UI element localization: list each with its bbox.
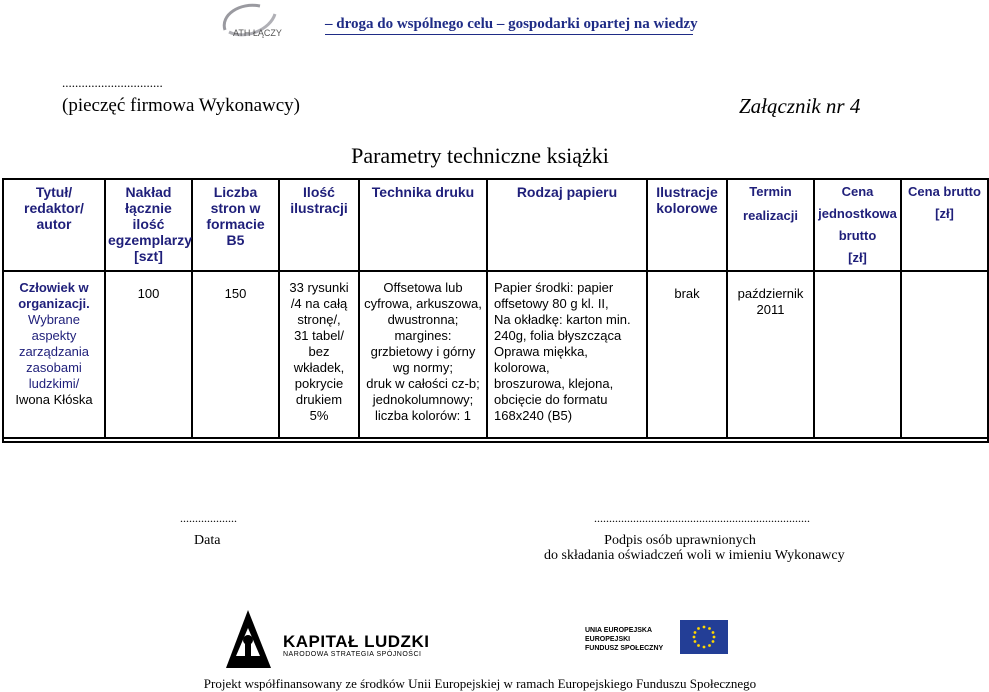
header-cena-brutto: Cena brutto [zł]	[901, 179, 988, 271]
cell-cena-jednostkowa	[814, 271, 901, 438]
date-label: Data	[194, 533, 221, 548]
kapital-ludzki-subtitle: NARODOWA STRATEGIA SPÓJNOŚCI	[283, 651, 422, 658]
eu-line-3: FUNDUSZ SPOŁECZNY	[585, 645, 664, 652]
page-title: Parametry techniczne książki	[351, 143, 609, 168]
parameters-table	[2, 178, 989, 443]
attachment-number: Załącznik nr 4	[739, 94, 861, 118]
table-header-row	[3, 179, 988, 271]
cell-naklad: 100	[105, 271, 192, 438]
kapital-ludzki-logo	[226, 608, 271, 668]
kapital-ludzki-title: KAPITAŁ LUDZKI	[283, 632, 430, 651]
header-technika-druku: Technika druku	[359, 179, 487, 271]
signature-label-1: Podpis osób uprawnionych	[604, 533, 756, 548]
eu-flag-icon	[680, 620, 728, 654]
header-rodzaj-papieru: Rodzaj papieru	[487, 179, 647, 271]
header-title: Tytuł/ redaktor/ autor	[3, 179, 105, 271]
eu-line-2: EUROPEJSKI	[585, 636, 631, 643]
cell-title: Człowiek w organizacji. Wybrane aspekty zarządzania zasobami ludzkimi/ Iwona Kłóska	[3, 271, 105, 438]
header-liczba-stron: Liczba stron w formacie B5	[192, 179, 279, 271]
cell-cena-brutto	[901, 271, 988, 438]
header-ilosc-ilustracji: Ilość ilustracji	[279, 179, 359, 271]
header-cena-jednostkowa: Cena jednostkowa brutto [zł]	[814, 179, 901, 271]
header-ilustracje-kolorowe: Ilustracje kolorowe	[647, 179, 727, 271]
cell-liczba-stron: 150	[192, 271, 279, 438]
signature-label-2: do składania oświadczeń woli w imieniu Wykonawcy	[544, 548, 845, 563]
cell-technika: Offsetowa lub cyfrowa, arkuszowa, dwustronna; margines: grzbietowy i górny wg normy; druk w całości cz-b; jednokolumnowy; liczba kolorów: 1	[359, 271, 487, 438]
company-stamp-label: (pieczęć firmowa Wykonawcy)	[62, 95, 301, 116]
table-row	[3, 271, 988, 438]
header-tagline: – droga do wspólnego celu – gospodarki opartej na wiedzy	[325, 16, 698, 32]
date-dots: ...................	[180, 511, 237, 525]
cell-termin: październik 2011	[727, 271, 814, 438]
signature-dots: ........................................................................	[594, 511, 810, 525]
table-bottom-row	[3, 438, 988, 442]
cell-papier: Papier środki: papier offsetowy 80 g kl. II, Na okładkę: karton min. 240g, folia błyszcząca Oprawa miękka, kolorowa, broszurowa, klejona, obcięcie do formatu 168x240 (B5)	[487, 271, 647, 438]
ath-laczy-logo	[215, 0, 315, 40]
logo-caption: ATH ŁĄCZY	[233, 28, 282, 38]
eu-line-1: UNIA EUROPEJSKA	[585, 627, 653, 634]
header-termin: Termin realizacji	[727, 179, 814, 271]
header-naklad: Nakład łącznie ilość egzemplarzy [szt]	[105, 179, 192, 271]
eu-text-block	[585, 626, 663, 653]
stamp-dots: ...............................	[62, 75, 163, 90]
footer-note: Projekt współfinansowany ze środków Unii Europejskiej w ramach Europejskiego Funduszu Społecznego	[203, 676, 757, 691]
cell-ilustracje: 33 rysunki /4 na całą stronę/, 31 tabel/ bez wkładek, pokrycie drukiem 5%	[279, 271, 359, 438]
header-underline	[325, 34, 693, 35]
cell-kolorowe: brak	[647, 271, 727, 438]
